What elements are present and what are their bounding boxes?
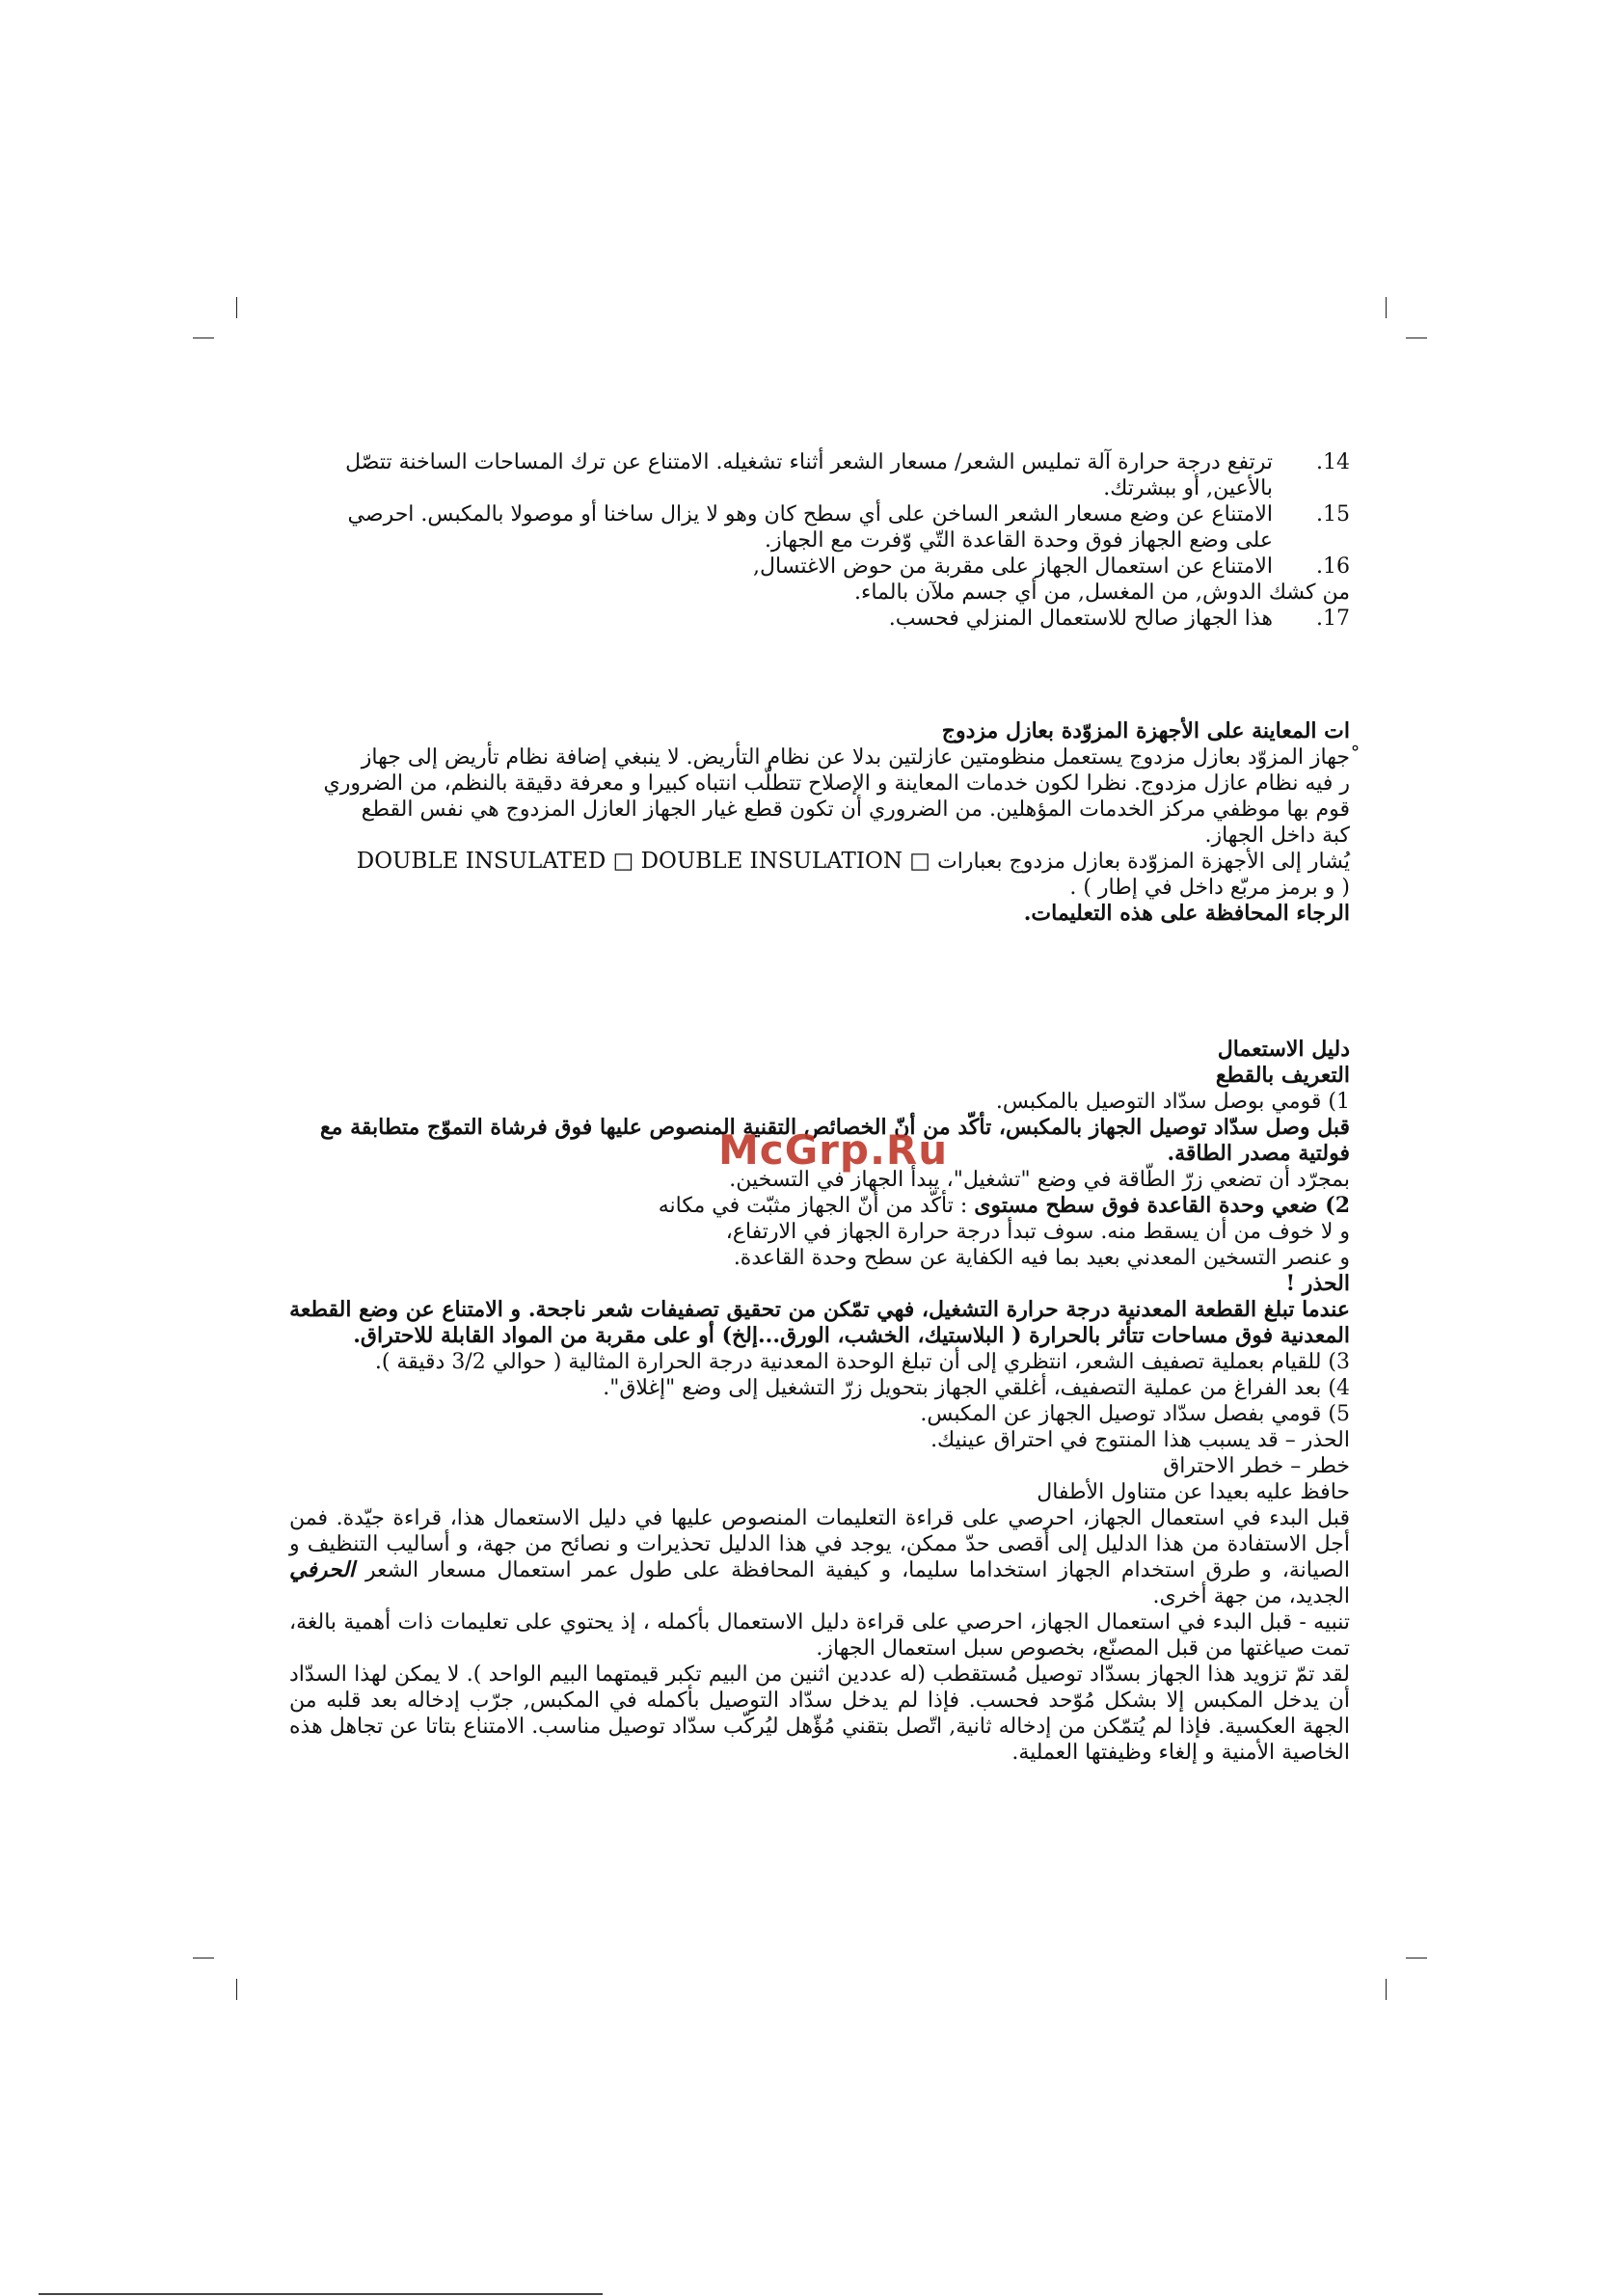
burn-warning: خطر – خطر الاحتراق (1163, 1454, 1350, 1478)
warning-2-cont: المعدنية فوق مساحات تتأثر بالحرارة ( البلاستيك، الخشب، الورق...إلخ) أو على مقربة من المواد القابلة للاحتراق. (353, 1323, 1350, 1348)
safety-item-15 (289, 501, 1350, 554)
paragraph-1-end: الجديد، من جهة أخرى. (1152, 1584, 1350, 1608)
di-line-1: ْجهاز المزوّد بعازل مزدوج يستعمل منظومتين عازلتين بدلا عن نظام التأريض. لا ينبغي إضافة نظام تأريض إلى جهاز (361, 745, 1350, 770)
step-3: 3) للقيام بعملية تصفيف الشعر، انتظري إلى أن تبلغ الوحدة المعدنية درجة الحرارة المثالية ( حوالي 3/2 دقيقة ). (374, 1350, 1350, 1374)
crop-mark-top-right-v (1386, 297, 1387, 318)
di-symbol-line: ( و برمز مربّع داخل في إطار ) . (1069, 876, 1350, 900)
item-text-cont: بالأعين, أو ببشرتك. (1103, 476, 1273, 500)
step-2-line-3: و عنصر التسخين المعدني بعيد بما فيه الكفاية عن سطح وحدة القاعدة. (733, 1246, 1350, 1270)
safety-item-16 (289, 554, 1350, 580)
paragraph-1 (289, 1505, 1350, 1609)
keep-instructions: الرجاء المحافظة على هذه التعليمات. (1023, 901, 1350, 926)
item-text-cont: على وضع الجهاز فوق وحدة القاعدة التّي وّفرت مع الجهاز. (764, 528, 1273, 553)
section-heading: ات المعاينة على الأجهزة المزوّدة بعازل مزدوج (941, 718, 1350, 743)
paragraph-2: تنبيه - قبل البدء في استعمال الجهاز، احرصي على قراءة دليل الاستعمال بأكمله ، إذ يحتوي على تعليمات ذات أهمية بالغة، تمت صياغتها من قبل المصنّع، بخصوص سبل استعمال الجهاز. (289, 1610, 1350, 1661)
safety-item-17 (289, 606, 1350, 632)
item-number: .14 (1316, 450, 1350, 474)
di-line-4: كبة داخل الجهاز. (1204, 824, 1350, 848)
manual-subtitle: التعريف بالقطع (1215, 1063, 1350, 1088)
warning-1: قبل وصل سدّاد توصيل الجهاز بالمكبس، تأكّد من أنّ الخصائص التقنية المنصوص عليها فوق فرشاة التموّج متطابقة مع (319, 1115, 1350, 1140)
step-2 (289, 1193, 1350, 1219)
item-number: .17 (1316, 607, 1350, 631)
footer-rule (39, 2293, 603, 2295)
di-label-en: DOUBLE INSULATED □ DOUBLE INSULATION □ (356, 849, 930, 874)
di-label-ar: يُشار إلى الأجهزة المزوّدة بعازل مزدوج بعبارات (937, 850, 1350, 874)
step-2-line-2: و لا خوف من أن يسقط منه. سوف تبدأ درجة حرارة الجهاز في الارتفاع، (725, 1220, 1350, 1244)
safety-item-14 (289, 449, 1350, 501)
item-16-tail: من كشك الدوش, من المغسل, من أي جسم ملآن بالماء. (854, 581, 1350, 605)
step-4: 4) بعد الفراغ من عملية التصفيف، أغلقي الجهاز بتحويل زرّ التشغيل إلى وضع "إغلاق". (603, 1376, 1350, 1400)
step-2-rest: : تأكّد من أنّ الجهاز مثبّت في مكانه (658, 1194, 975, 1218)
watermark: McGrp.Ru (718, 1126, 949, 1174)
switch-note: بمجرّد أن تضعي زرّ الطّاقة في وضع "تشغيل"، يبدأ الجهاز في التسخين. (729, 1168, 1350, 1192)
item-text: الامتناع عن استعمال الجهاز على مقربة من حوض الاغتسال, (753, 554, 1273, 579)
caution-heading: الحذر ! (1285, 1271, 1350, 1296)
item-number: .15 (1316, 502, 1350, 527)
crop-mark-bottom-left-v (236, 1979, 237, 2000)
crop-mark-bottom-right-v (1386, 1979, 1387, 2000)
paragraph-1-bold: الحرفي (289, 1557, 356, 1582)
step-1: 1) قومي بوصل سدّاد التوصيل بالمكبس. (995, 1090, 1350, 1114)
di-label-line (289, 849, 1350, 875)
eye-warning: الحذر – قد يسبب هذا المنتوج في احتراق عينيك. (930, 1428, 1350, 1452)
item-text: ترتفع درجة حرارة آلة تمليس الشعر/ مسعار الشعر أثناء تشغيله. الامتناع عن ترك المساحات الساخنة تتصّل (345, 450, 1273, 474)
step-2-bold: 2) ضعي وحدة القاعدة فوق سطح مستوى (974, 1193, 1350, 1218)
double-insulation-section (289, 718, 1350, 927)
item-text: هذا الجهاز صالح للاستعمال المنزلي فحسب. (888, 607, 1273, 631)
step-5: 5) قومي بفصل سدّاد توصيل الجهاز عن المكبس. (920, 1402, 1350, 1426)
item-number: .16 (1316, 554, 1350, 579)
paragraph-3: لقد تمّ تزويد هذا الجهاز بسدّاد توصيل مُستقطب (له عددين اثنين من البيم تكبر قيمتهما البيم الواحد ). لا يمكن لهذا السدّاد أن يدخل المكبس إلا بشكل مُوّحد فحسب. فإذا لم يدخل سدّاد التوصيل بأكمله في المكبس, جرّب إدخاله بعد قلبه من الجهة العكسية. فإذا لم يُتمّكن من إدخاله ثانية, اتّصل بتقني مُؤّهل ليُركّب سدّاد توصيل مناسب. الامتناع بتاتا عن تجاهل هذه الخاصية الأمنية و إلغاء وظيفتها العملية. (289, 1662, 1350, 1765)
manual-title: دليل الاستعمال (1217, 1037, 1350, 1062)
safety-items (289, 449, 1350, 632)
warning-2: عندما تبلغ القطعة المعدنية درجة حرارة التشغيل، فهي تمّكن من تحقيق تصفيفات شعر ناجحة. و الامتناع عن وضع القطعة (289, 1297, 1350, 1322)
di-line-3: قوم بها موظفي مركز الخدمات المؤهلين. من الضروري أن تكون قطع غيار الجهاز العازل المزدوج هي نفس القطع (361, 797, 1350, 822)
paragraph-1-text: قبل البدء في استعمال الجهاز، احرصي على قراءة التعليمات المنصوص عليها في دليل الاستعمال هذا، قراءة جيّدة. فمن أجل الاستفادة من هذا الدليل إلى أقصى حدّ ممكن، يوجد في هذا الدليل تحذيرات و نصائح من جهة، و أساليب التنظيف و الصيانة، و طرق استخدام الجهاز استخداما سليما، و كيفية المحافظة على طول عمر استعمال مسعار الشعر (289, 1506, 1350, 1582)
children-warning: حافظ عليه بعيدا عن متناول الأطفال (1037, 1480, 1350, 1504)
di-line-2: ر فيه نظام عازل مزدوج. نظرا لكون خدمات المعاينة و الإصلاح تتطلّب انتباه كبيرا و معرفة دقيقة بالنظم، من الضروري (323, 771, 1350, 796)
item-text: الامتناع عن وضع مسعار الشعر الساخن على أي سطح كان وهو لا يزال ساخنا أو موصولا بالمكبس. احرصي (347, 502, 1273, 527)
warning-1-cont: فولتية مصدر الطاقة. (1167, 1141, 1350, 1166)
crop-mark-top-left-v (236, 297, 237, 318)
